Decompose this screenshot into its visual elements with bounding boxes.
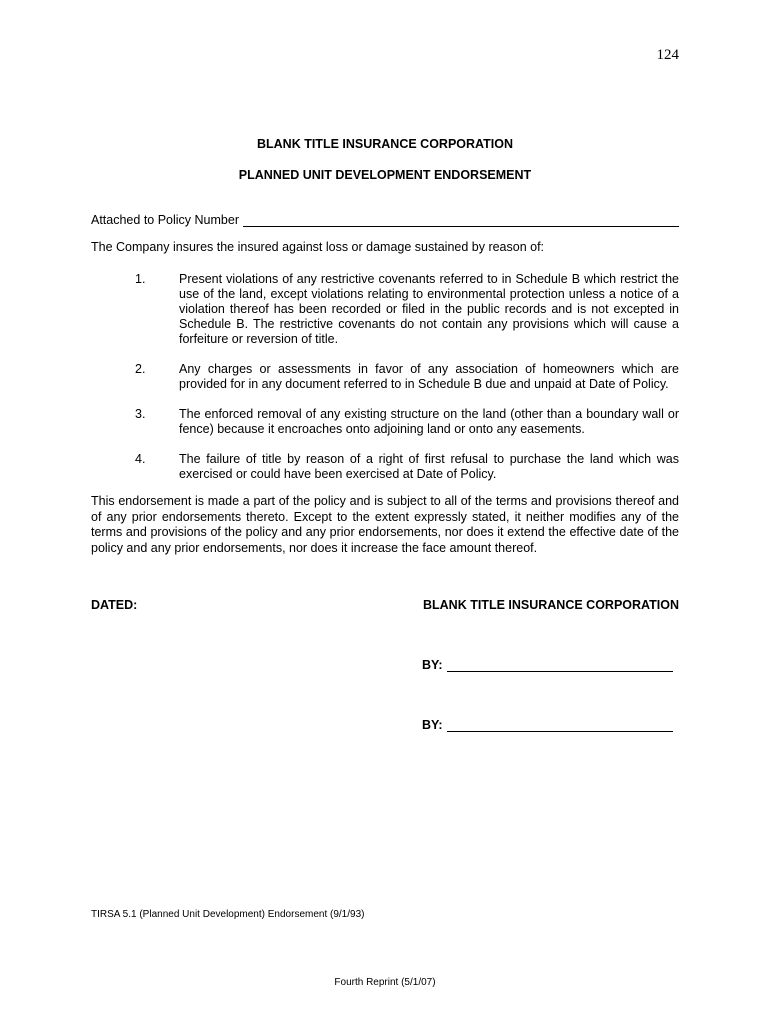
endorsement-title: PLANNED UNIT DEVELOPMENT ENDORSEMENT — [238, 168, 532, 182]
signature-field-2[interactable] — [447, 717, 673, 732]
page-number: 124 — [656, 47, 679, 63]
coverage-list — [91, 272, 679, 497]
signature-field-1[interactable] — [447, 657, 673, 672]
item-text: The failure of title by reason of a right of first refusal to purchase the land which was exercised or could have been exercised at Date of Policy. — [179, 452, 679, 481]
intro-text: The Company insures the insured against loss or damage sustained by reason of: — [91, 240, 545, 254]
list-item — [91, 362, 679, 392]
signature-line-2 — [422, 717, 673, 732]
closing-paragraph: This endorsement is made a part of the policy and is subject to all of the terms and provisions thereof and of any prior endorsements thereto. Except to the extent expressly stated, it neither modifies any of the terms and provisions of the policy and any prior endorsements, nor does it extend the effective date of the policy and any prior endorsements, nor does it increase the face amount thereof. — [91, 494, 679, 555]
item-number: 3. — [135, 407, 146, 421]
list-item — [91, 272, 679, 347]
by-label: BY: — [422, 658, 443, 672]
company-heading: BLANK TITLE INSURANCE CORPORATION — [256, 137, 513, 151]
list-item — [91, 452, 679, 482]
form-identifier: TIRSA 5.1 (Planned Unit Development) Endorsement (9/1/93) — [91, 909, 365, 920]
policy-number-field[interactable] — [243, 212, 679, 227]
signatory-company: BLANK TITLE INSURANCE CORPORATION — [422, 598, 679, 612]
dated-label: DATED: — [91, 598, 138, 612]
reprint-note: Fourth Reprint (5/1/07) — [334, 977, 436, 988]
by-label: BY: — [422, 718, 443, 732]
item-number: 2. — [135, 362, 146, 376]
item-text: Any charges or assessments in favor of any association of homeowners which are provided for in any document referred to in Schedule B due and unpaid at Date of Policy. — [179, 362, 679, 391]
item-number: 1. — [135, 272, 146, 286]
item-text: The enforced removal of any existing structure on the land (other than a boundary wall or fence) because it encroaches onto adjoining land or onto any easements. — [179, 407, 679, 436]
policy-number-line — [91, 212, 679, 227]
item-text: Present violations of any restrictive covenants referred to in Schedule B which restrict the use of the land, except violations relating to environmental protection unless a notice of a violation thereof has been recorded or filed in the public records and is not excepted in Schedule B. The restrictive covenants do not contain any provisions which will cause a forfeiture or reversion of title. — [179, 272, 679, 346]
item-number: 4. — [135, 452, 146, 466]
policy-number-label: Attached to Policy Number — [91, 213, 239, 227]
signature-line-1 — [422, 657, 673, 672]
list-item — [91, 407, 679, 437]
